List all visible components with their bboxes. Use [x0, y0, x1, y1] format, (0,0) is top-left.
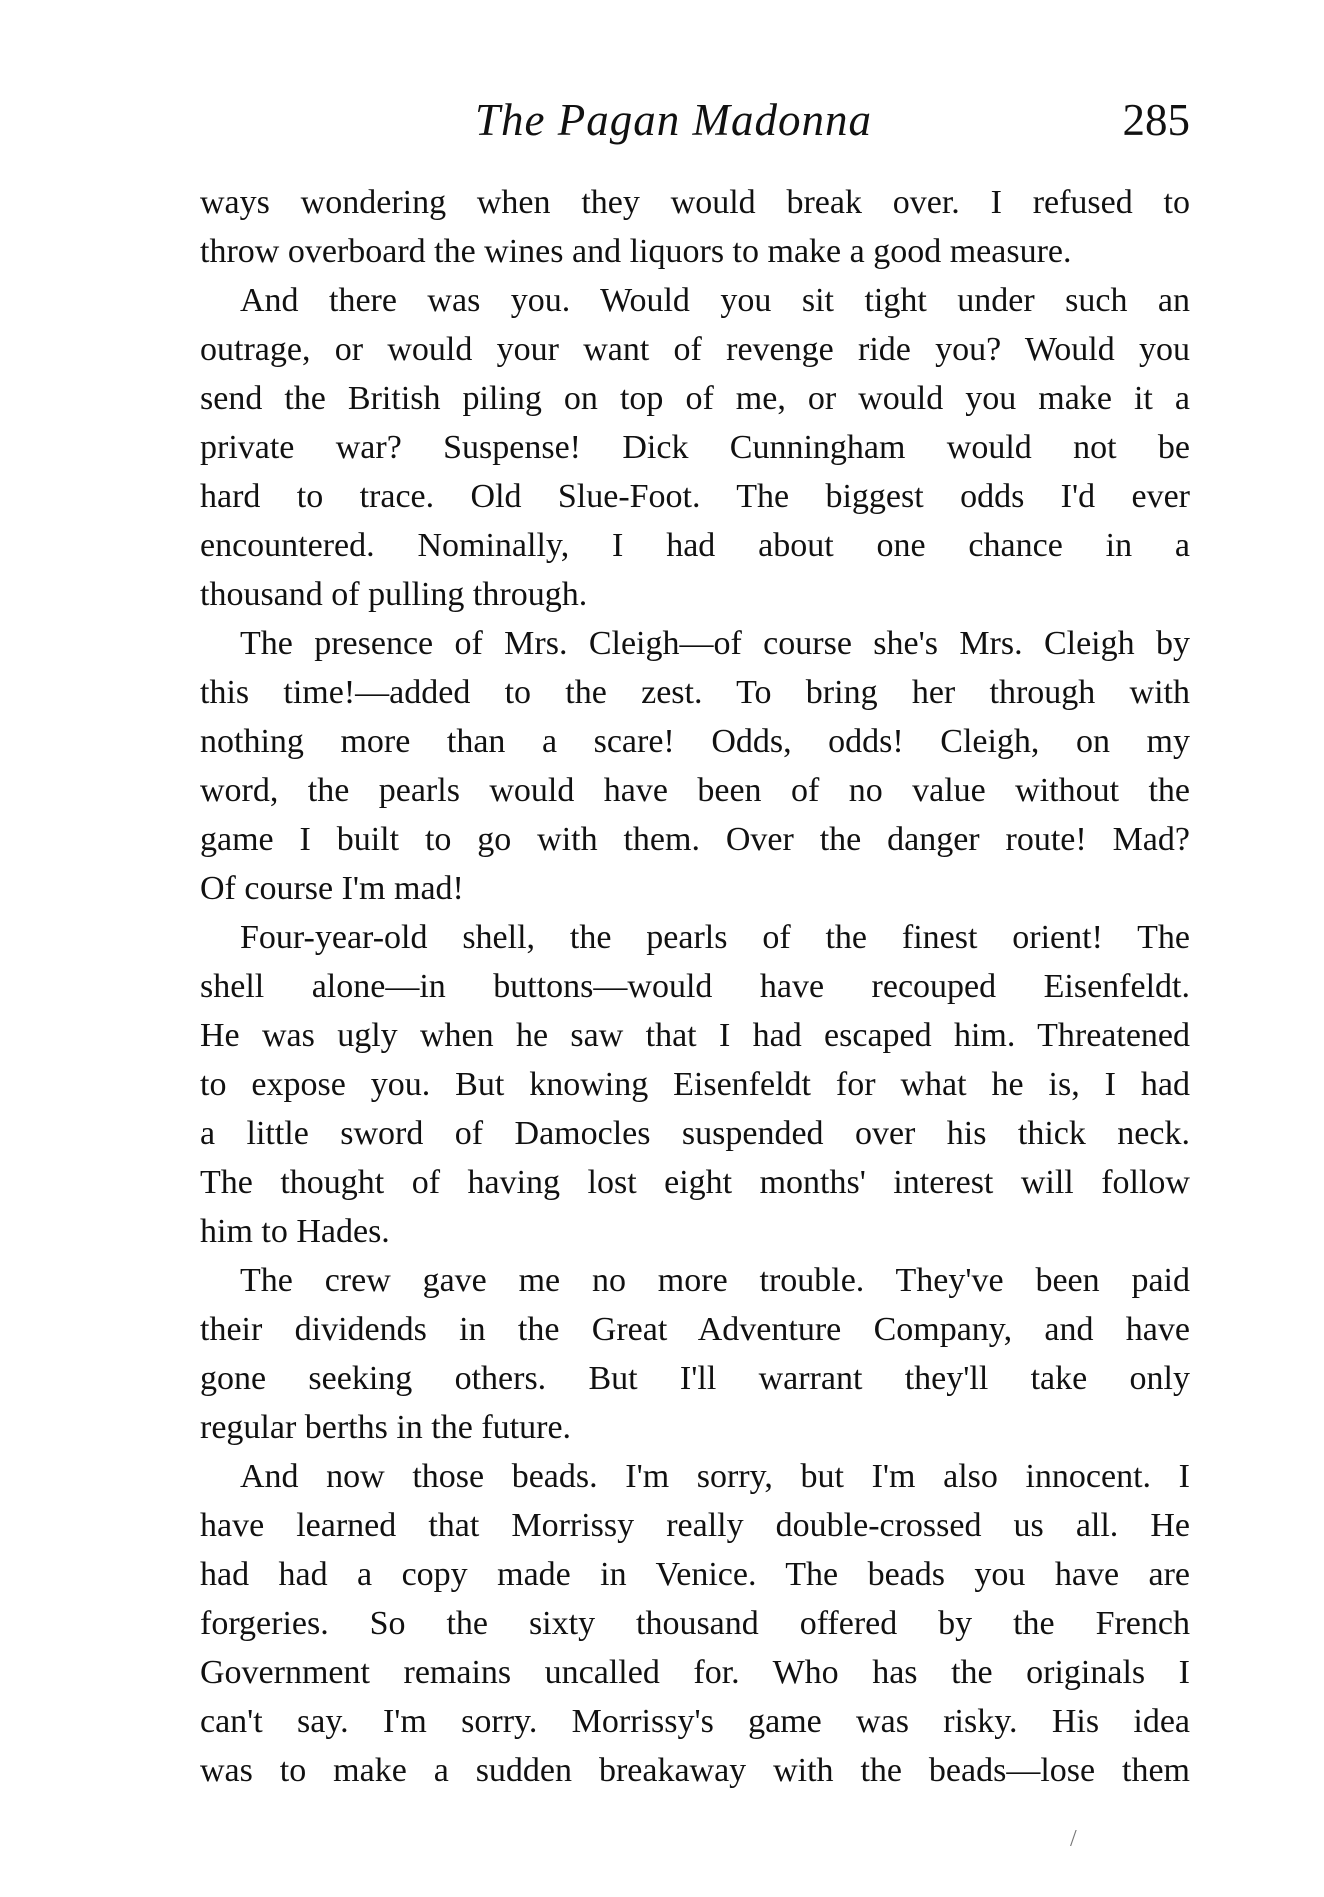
text-line: Of course I'm mad! — [200, 870, 464, 907]
text-line: had had a copy made in Venice. The beads you have are — [200, 1556, 1190, 1593]
text-line: can't say. I'm sorry. Morrissy's game was risky. His idea — [200, 1703, 1190, 1740]
text-line: a little sword of Damocles suspended over his thick neck. — [200, 1115, 1190, 1152]
text-line: regular berths in the future. — [200, 1409, 572, 1446]
text-line: to expose you. But knowing Eisenfeldt for what he is, I had — [200, 1066, 1190, 1103]
body-text — [200, 178, 1190, 1795]
text-line: send the British piling on top of me, or would you make it a — [200, 380, 1190, 417]
text-line: And now those beads. I'm sorry, but I'm also innocent. I — [240, 1458, 1190, 1495]
margin-mark: / — [1070, 1826, 1077, 1852]
text-line: him to Hades. — [200, 1213, 390, 1250]
running-title: The Pagan Madonna — [475, 95, 872, 145]
text-line: nothing more than a scare! Odds, odds! Cleigh, on my — [200, 723, 1190, 760]
text-line: word, the pearls would have been of no value without the — [200, 772, 1190, 809]
text-line: The thought of having lost eight months' interest will follow — [200, 1164, 1190, 1201]
text-line: He was ugly when he saw that I had escaped him. Threatened — [200, 1017, 1190, 1054]
text-line: shell alone—in buttons—would have recouped Eisenfeldt. — [200, 968, 1190, 1005]
text-line: throw overboard the wines and liquors to make a good measure. — [200, 233, 1072, 270]
paragraph-4 — [200, 913, 1190, 1256]
text-line: outrage, or would your want of revenge ride you? Would you — [200, 331, 1190, 368]
text-line: Government remains uncalled for. Who has the originals I — [200, 1654, 1190, 1691]
text-line: The presence of Mrs. Cleigh—of course she's Mrs. Cleigh by — [240, 625, 1190, 662]
paragraph-5 — [200, 1256, 1190, 1452]
text-line: this time!—added to the zest. To bring her through with — [200, 674, 1190, 711]
text-line: encountered. Nominally, I had about one chance in a — [200, 527, 1190, 564]
text-line: game I built to go with them. Over the danger route! Mad? — [200, 821, 1190, 858]
paragraph-3 — [200, 619, 1190, 913]
text-line: hard to trace. Old Slue-Foot. The biggest odds I'd ever — [200, 478, 1190, 515]
text-line: their dividends in the Great Adventure Company, and have — [200, 1311, 1190, 1348]
text-line: was to make a sudden breakaway with the beads—lose them — [200, 1752, 1190, 1789]
paragraph-2 — [200, 276, 1190, 619]
paragraph-1 — [200, 178, 1190, 276]
text-line: Four-year-old shell, the pearls of the finest orient! The — [240, 919, 1190, 956]
text-line: ways wondering when they would break over. I refused to — [200, 184, 1190, 221]
running-head — [200, 94, 1190, 150]
paragraph-6 — [200, 1452, 1190, 1795]
text-line: private war? Suspense! Dick Cunningham would not be — [200, 429, 1190, 466]
text-line: And there was you. Would you sit tight under such an — [240, 282, 1190, 319]
page-number: 285 — [1122, 95, 1190, 145]
text-line: gone seeking others. But I'll warrant they'll take only — [200, 1360, 1190, 1397]
text-line: have learned that Morrissy really double-crossed us all. He — [200, 1507, 1190, 1544]
text-line: thousand of pulling through. — [200, 576, 588, 613]
text-line: forgeries. So the sixty thousand offered by the French — [200, 1605, 1190, 1642]
text-line: The crew gave me no more trouble. They've been paid — [240, 1262, 1190, 1299]
